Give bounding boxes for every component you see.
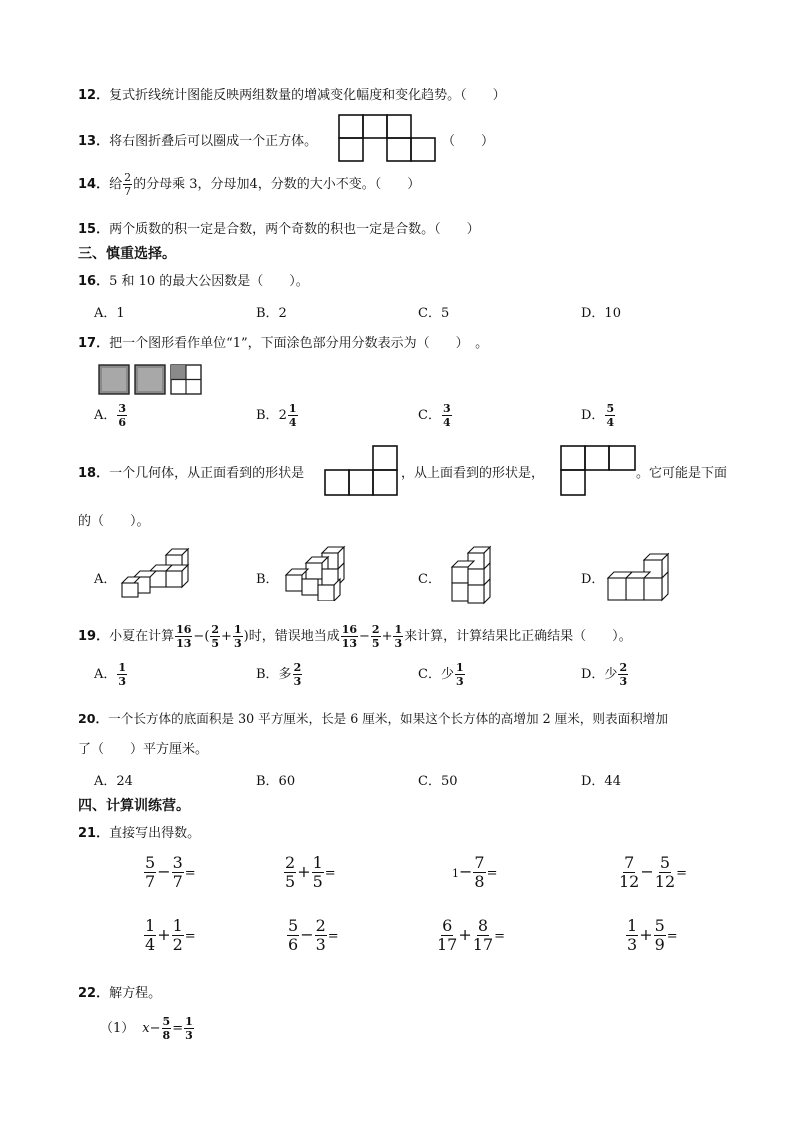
calc-item: $\frac{2}{5}$ + $\frac{1}{5}$ = [285,853,336,891]
option-c[interactable]: C．50 [418,774,458,789]
fraction: $\frac{1}{3}$ [233,623,242,650]
question-text: 一个长方体的底面积是 30 平方厘米，长是 6 厘米，如果这个长方体的高增加 2 厘米，则表面积增加 [108,711,668,726]
option-a[interactable]: A． $\frac{1}{3}$ [94,661,127,688]
option-b[interactable]: B．60 [256,774,296,789]
solid-a-figure [120,545,192,601]
question-text: 两个质数的积一定是合数，两个奇数的积也一定是合数。（ ） [109,222,480,237]
question-text: 的（ ）。 [78,514,150,529]
question-text: ，从上面看到的形状是， [401,466,545,481]
calc-item: 1− $\frac{7}{8}$ = [452,853,498,891]
question-text: 一个几何体，从正面看到的形状是 [109,466,305,481]
option-a[interactable]: A．24 [94,774,133,789]
question-number: 21． [78,826,110,841]
option-b[interactable]: B．2 $\frac{1}{4}$ [256,402,297,429]
question-text: 把一个图形看作单位“1”，下面涂色部分用分数表示为（ ） 。 [109,336,489,351]
option-a[interactable]: A． [94,572,117,587]
fraction: $\frac{2}{7}$ [124,171,132,198]
option-d[interactable]: D． [581,572,605,587]
question-text: 直接写出得数。 [109,826,201,841]
calc-item: $\frac{1}{4}$ + $\frac{1}{2}$ = [145,916,196,954]
solid-c-figure [446,545,518,605]
question-16 [78,270,309,289]
question-text: 的分母乘 3，分母加4，分数的大小不变。（ ） [133,177,421,192]
fraction: $\frac{16}{13}$ [341,623,358,650]
option-b[interactable]: B．多 $\frac{2}{3}$ [256,661,302,688]
question-20 [78,708,668,727]
question-15 [78,218,480,237]
front-view-figure [324,445,400,497]
top-view-figure [560,445,638,497]
question-12 [78,84,506,103]
question-number: 20． [78,711,109,726]
question-number: 15． [78,222,110,237]
question-number: 14． [78,177,110,192]
option-a[interactable]: A．1 [94,306,125,321]
question-14 [78,172,420,197]
question-number: 19． [78,629,110,644]
equation-1: （1） x− $\frac{5}{8}$ = $\frac{1}{3}$ [100,1015,193,1042]
question-text: 了（ ）平方厘米。 [78,742,209,757]
cube-net-figure [338,114,438,164]
question-22 [78,982,161,1001]
calc-item: $\frac{1}{3}$ + $\frac{5}{9}$ = [627,916,678,954]
option-d[interactable]: D．10 [581,306,621,321]
option-c[interactable]: C．5 [418,306,450,321]
section-heading: 四、计算训练营。 [78,798,190,814]
question-number: 16． [78,274,110,289]
question-18 [78,462,304,481]
question-text: 将右图折叠后可以圈成一个正方体。 [109,134,318,149]
option-d[interactable]: D．少 $\frac{2}{3}$ [581,661,628,688]
option-b[interactable]: B． [256,572,279,587]
section-heading: 三、慎重选择。 [78,246,176,262]
option-b[interactable]: B．2 [256,306,287,321]
calc-item: $\frac{5}{6}$ − $\frac{2}{3}$ = [288,916,339,954]
solid-b-figure [282,545,354,601]
question-21 [78,822,200,841]
option-c[interactable]: C． $\frac{3}{4}$ [418,402,451,429]
question-number: 22． [78,986,110,1001]
question-text: 5 和 10 的最大公因数是（ ）。 [109,274,309,289]
fraction: $\frac{1}{4}$ [288,402,297,429]
answer-bracket: （ ） [442,134,495,149]
question-number: 17． [78,336,110,351]
question-number: 12． [78,88,110,103]
option-c[interactable]: C． [418,572,441,587]
calc-item: $\frac{7}{12}$ − $\frac{5}{12}$ = [619,853,688,891]
option-a[interactable]: A． $\frac{3}{6}$ [94,402,127,429]
option-d[interactable]: D．44 [581,774,621,789]
calc-item: $\frac{5}{7}$ − $\frac{3}{7}$ = [145,853,196,891]
question-text: 解方程。 [109,986,162,1001]
calc-item: $\frac{6}{17}$ + $\frac{8}{17}$ = [437,916,506,954]
shaded-squares-figure [98,364,208,396]
question-17 [78,332,488,351]
option-d[interactable]: D． $\frac{5}{4}$ [581,402,615,429]
fraction: $\frac{3}{4}$ [442,402,451,429]
fraction: $\frac{5}{4}$ [606,402,615,429]
question-text: 。它可能是下面 [636,466,728,481]
fraction: $\frac{2}{5}$ [211,623,220,650]
fraction: $\frac{3}{6}$ [118,402,127,429]
option-c[interactable]: C．少 $\frac{1}{3}$ [418,661,464,688]
fraction: $\frac{16}{13}$ [176,623,192,650]
question-13 [78,130,317,149]
question-19: 19．小夏在计算 $\frac{16}{13}$ −( $\frac{2}{5}$ + $\frac{1}{3}$ )时，错误地当成 $\frac{16}{13}$ − $\frac{2}{5}$ + $\frac{1}{3}$ 来计算，计算结果比正确结果（ ）。 [78,623,632,650]
fraction: $\frac{1}{3}$ [394,623,403,650]
solid-d-figure [606,552,674,604]
question-number: 13． [78,134,110,149]
question-number: 18． [78,466,110,481]
fraction: $\frac{2}{5}$ [371,623,380,650]
question-text: 给 [109,177,123,192]
question-text: 复式折线统计图能反映两组数量的增减变化幅度和变化趋势。（ ） [109,88,506,103]
